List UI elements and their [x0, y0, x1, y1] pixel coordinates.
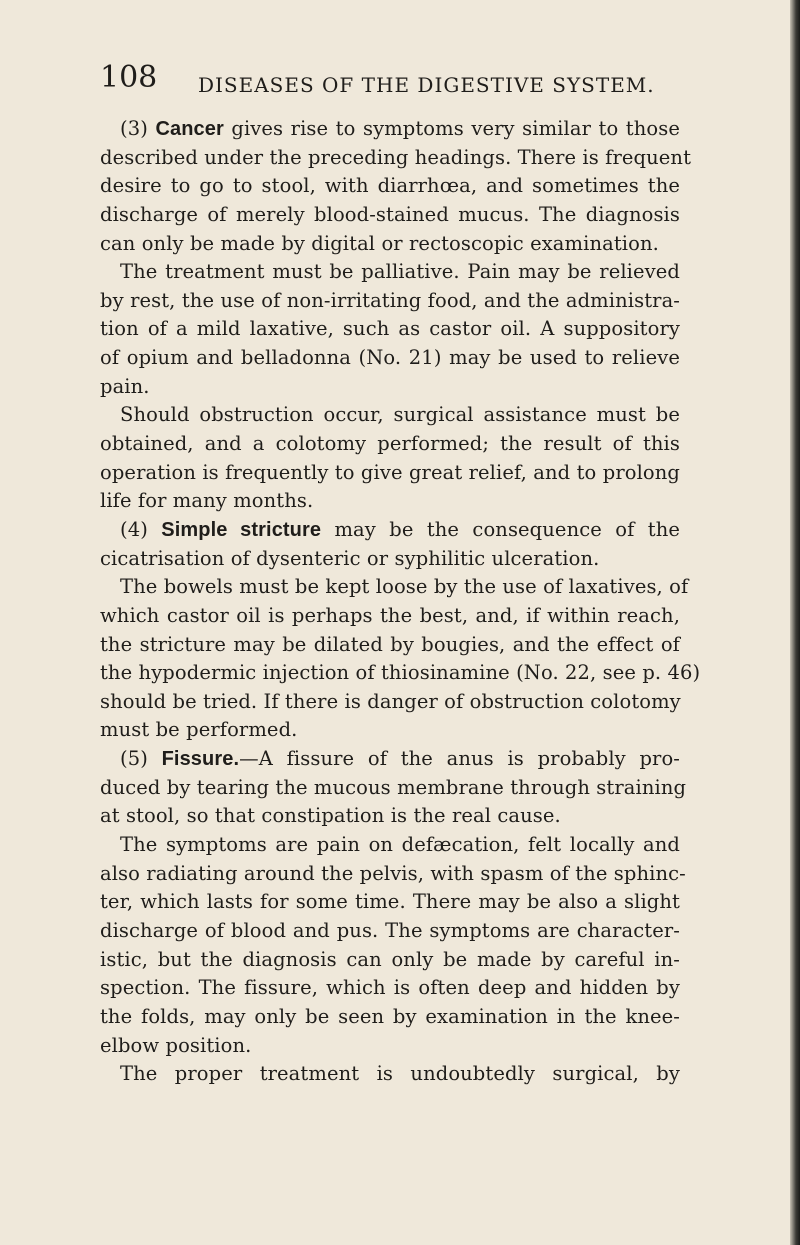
text-line: the hypodermic injection of thiosinamine (No. 22, see p. 46) — [100, 661, 701, 685]
text-line: elbow position. — [100, 1033, 252, 1057]
text-line: discharge of blood and pus. The symptoms are character- — [100, 918, 680, 942]
text-line: which castor oil is perhaps the best, and, if within reach, — [100, 603, 680, 627]
text-line: life for many months. — [100, 489, 314, 513]
text-line: operation is frequently to give great relief, and to prolong — [100, 460, 680, 484]
text-line: Should obstruction occur, surgical assistance must be — [120, 403, 680, 427]
text-line: ter, which lasts for some time. There may be also a slight — [100, 890, 680, 914]
text-line: spection. The fissure, which is often deep and hidden by — [100, 976, 680, 1000]
text-line: (3) Cancer gives rise to symptoms very similar to those — [120, 117, 680, 140]
text-line: tion of a mild laxative, such as castor oil. A suppository — [100, 317, 680, 341]
text-line: described under the preceding headings. There is frequent — [100, 145, 692, 169]
text-line: can only be made by digital or rectoscopic examination. — [100, 231, 659, 255]
body-text — [100, 115, 701, 1089]
text-line: also radiating around the pelvis, with spasm of the sphinc- — [100, 861, 686, 885]
text-line: duced by tearing the mucous membrane through straining — [100, 775, 687, 799]
text-line: The treatment must be palliative. Pain may be relieved — [120, 260, 680, 284]
text-line: at stool, so that constipation is the real cause. — [100, 804, 561, 828]
text-line: discharge of merely blood-stained mucus. The diagnosis — [100, 202, 680, 226]
page-header — [100, 60, 660, 106]
text-line: cicatrisation of dysenteric or syphilitic ulceration. — [100, 546, 600, 570]
text-line: desire to go to stool, with diarrhœa, and sometimes the — [100, 174, 680, 198]
text-line: The proper treatment is undoubtedly surgical, by — [120, 1062, 680, 1086]
page-number: 108 — [100, 60, 158, 95]
text-line: of opium and belladonna (No. 21) may be used to relieve — [100, 346, 680, 370]
text-line: The bowels must be kept loose by the use of laxatives, of — [120, 575, 689, 599]
text-line: (5) Fissure.—A fissure of the anus is probably pro- — [120, 747, 680, 771]
section-heading-fissure: Fissure. — [161, 748, 240, 771]
text-line: the stricture may be dilated by bougies, and the effect of — [100, 632, 680, 656]
text-line: obtained, and a colotomy performed; the result of this — [100, 432, 680, 456]
running-title: DISEASES OF THE DIGESTIVE SYSTEM. — [198, 73, 655, 97]
section-heading-cancer: Cancer — [155, 118, 224, 140]
section-heading-simple-stricture: Simple stricture — [161, 518, 322, 541]
text-line: should be tried. If there is danger of obstruction colotomy — [100, 689, 681, 713]
page-binding-edge — [790, 0, 800, 1245]
text-line: the folds, may only be seen by examination in the knee- — [100, 1004, 680, 1028]
text-line: (4) Simple stricture may be the consequence of the — [120, 517, 680, 541]
text-line: must be performed. — [100, 718, 298, 742]
text-line: by rest, the use of non-irritating food, and the administra- — [100, 288, 680, 312]
text-line: istic, but the diagnosis can only be made by careful in- — [100, 947, 680, 971]
text-line: pain. — [100, 374, 150, 398]
text-line: The symptoms are pain on defæcation, felt locally and — [120, 833, 680, 857]
